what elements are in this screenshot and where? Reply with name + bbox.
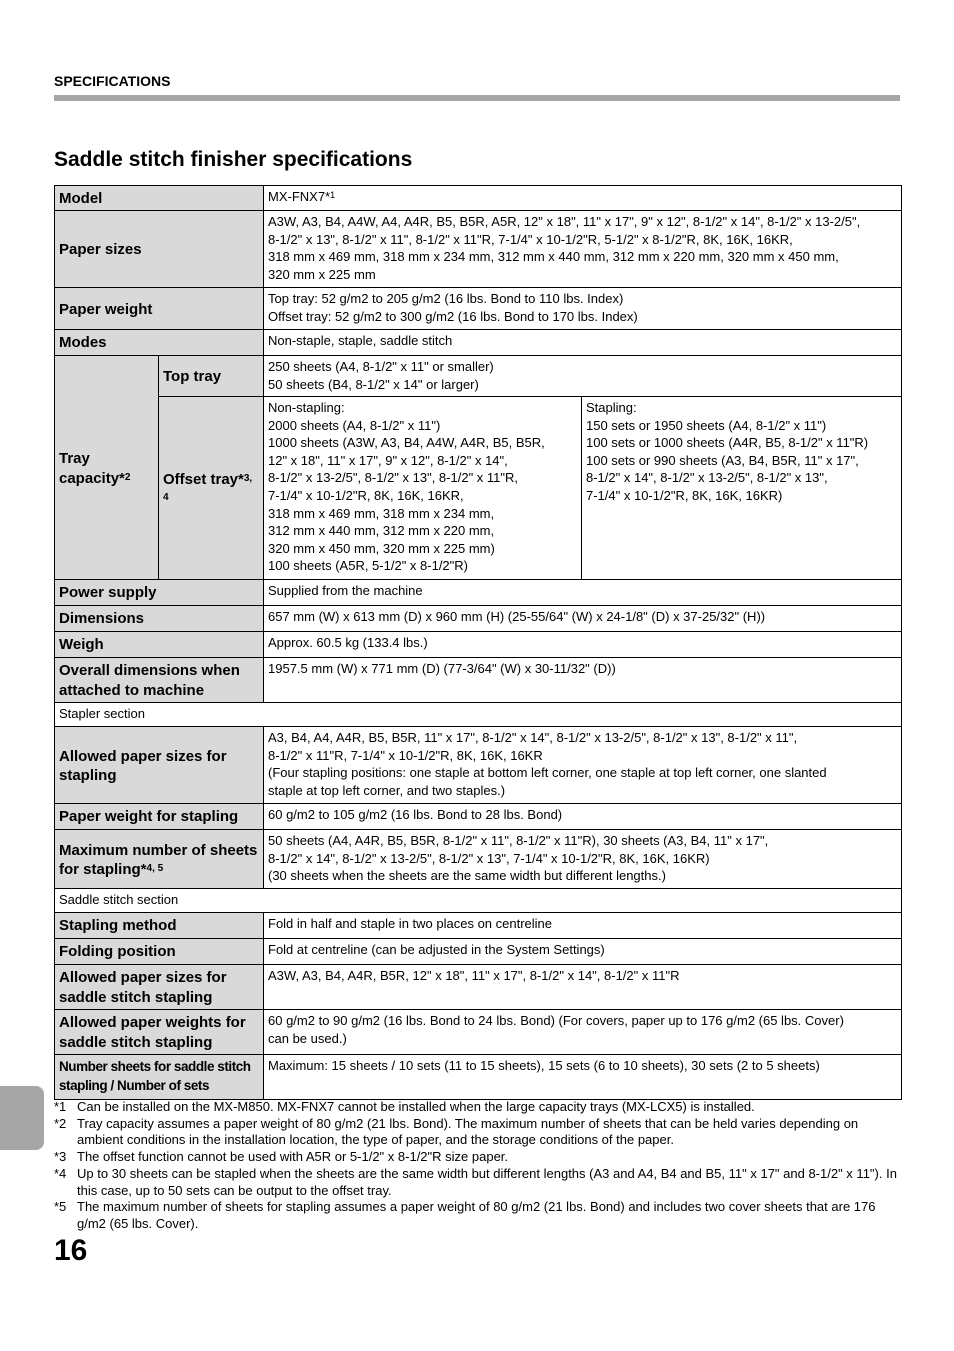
row-value: 657 mm (W) x 613 mm (D) x 960 mm (H) (25-55/64" (W) x 24-1/8" (D) x 37-25/32" (H)) [264, 606, 902, 632]
table-row [55, 330, 902, 356]
row-value: A3W, A3, B4, A4W, A4, A4R, B5, B5R, A5R, 12" x 18", 11" x 17", 9" x 12", 8-1/2" x 14", 8-1/2" x 13-2/5", 8-1/2" x 13", 8-1/2" x 11", 8-1/2" x 11"R, 7-1/4" x 10-1/2"R, 5-1/2" x 8-1/2"R, 8K, 16K, 16KR, 318 mm x 469 mm, 318 mm x 234 mm, 312 mm x 440 mm, 312 mm x 220 mm, 320 mm x 450 mm, 320 mm x 225 mm [264, 211, 902, 288]
table-row [55, 727, 902, 804]
row-label: Tray capacity*$^2$ [55, 356, 159, 580]
chapter-tab [0, 1086, 44, 1150]
row-value: 250 sheets (A4, 8-1/2" x 11" or smaller) 50 sheets (B4, 8-1/2" x 14" or larger) [264, 356, 902, 397]
table-row [55, 913, 902, 939]
table-row [55, 580, 902, 606]
row-label: Allowed paper sizes for stapling [55, 727, 264, 804]
row-label: Allowed paper sizes for saddle stitch stapling [55, 965, 264, 1010]
footnote: *5 The maximum number of sheets for stapling assumes a paper weight of 80 g/m2 (21 lbs. Bond) and includes two cover sheets that are 176 g/m2 (65 lbs. Cover). [54, 1199, 876, 1231]
table-row [55, 939, 902, 965]
table-row [55, 1055, 902, 1100]
running-header: SPECIFICATIONS [54, 73, 171, 89]
table-row [55, 356, 902, 397]
row-label: Paper sizes [55, 211, 264, 288]
row-value: 1957.5 mm (W) x 771 mm (D) (77-3/64" (W) x 30-11/32" (D)) [264, 658, 902, 703]
row-value: Fold in half and staple in two places on centreline [264, 913, 902, 939]
table-row [55, 186, 902, 211]
row-label: Stapling method [55, 913, 264, 939]
footnotes [54, 1099, 904, 1233]
page-title: Saddle stitch finisher specifications [54, 148, 413, 171]
table-row [55, 830, 902, 889]
footnote: *2 Tray capacity assumes a paper weight of 80 g/m2 (21 lbs. Bond). The maximum number of sheets that can be held varies depending on ambient conditions in the installation location, the type of paper, and the storage conditions of the paper. [54, 1115, 859, 1148]
spec-table [54, 185, 902, 1100]
page-number: 16 [54, 1234, 88, 1267]
footnote: *4 Up to 30 sheets can be stapled when the sheets are the same width but different lengths (A3 and A4, B4 and B5, 11" x 17" and 8-1/2" x 11"). In this case, up to 50 sets can be output to the offset tray. [54, 1165, 897, 1198]
row-value: 60 g/m2 to 105 g/m2 (16 lbs. Bond to 28 lbs. Bond) [264, 804, 902, 830]
table-row [55, 1010, 902, 1055]
table-row [55, 288, 902, 330]
sub-label: Top tray [159, 356, 264, 397]
row-label: Maximum number of sheets for stapling*$^{4, 5}$ [55, 830, 264, 889]
row-label: Allowed paper weights for saddle stitch stapling [55, 1010, 264, 1055]
sub-label: Offset tray*$^{3, 4}$ [159, 397, 264, 580]
row-value: A3, B4, A4, A4R, B5, B5R, 11" x 17", 8-1/2" x 14", 8-1/2" x 13-2/5", 8-1/2" x 13", 8-1/2" x 11", 8-1/2" x 11"R, 7-1/4" x 10-1/2"R, 8K, 16K, 16KR (Four stapling positions: one staple at bottom left corner, one staple at top left corner, one slanted staple at top left corner, and two staples.) [264, 727, 902, 804]
row-value: MX-FNX7*$^1$ [264, 186, 902, 211]
table-row [55, 397, 902, 580]
row-value: 50 sheets (A4, A4R, B5, B5R, 8-1/2" x 11", 8-1/2" x 11"R), 30 sheets (A3, B4, 11" x 17", 8-1/2" x 14", 8-1/2" x 13-2/5", 8-1/2" x 13", 7-1/4" x 10-1/2"R, 8K, 16K, 16KR) (30 sheets when the sheets are the same width but different lengths.) [264, 830, 902, 889]
table-row [55, 703, 902, 727]
row-value: Approx. 60.5 kg (133.4 lbs.) [264, 632, 902, 658]
table-row [55, 658, 902, 703]
row-value: Maximum: 15 sheets / 10 sets (11 to 15 sheets), 15 sets (6 to 10 sheets), 30 sets (2 to 5 sheets) [264, 1055, 902, 1100]
table-row [55, 889, 902, 913]
footnote: *1 Can be installed on the MX-M850. MX-FNX7 cannot be installed when the large capacity trays (MX-LCX5) is installed. [54, 1099, 755, 1114]
footnote: *3 The offset function cannot be used with A5R or 5-1/2" x 8-1/2"R size paper. [54, 1149, 509, 1165]
header-rule [54, 95, 900, 101]
table-row [55, 965, 902, 1010]
table-row [55, 804, 902, 830]
section-heading: Saddle stitch section [55, 889, 902, 913]
row-label: Power supply [55, 580, 264, 606]
row-value: Stapling: 150 sets or 1950 sheets (A4, 8-1/2" x 11") 100 sets or 1000 sheets (A4R, B5, 8-1/2" x 11"R) 100 sets or 990 sheets (A3, B4, B5R, 11" x 17", 8-1/2" x 14", 8-1/2" x 13-2/5", 8-1/2" x 13", 7-1/4" x 10-1/2"R, 8K, 16K, 16KR) [582, 397, 902, 580]
section-heading: Stapler section [55, 703, 902, 727]
row-value: 60 g/m2 to 90 g/m2 (16 lbs. Bond to 24 lbs. Bond) (For covers, paper up to 176 g/m2 (65 lbs. Cover) can be used.) [264, 1010, 902, 1055]
table-row [55, 211, 902, 288]
row-value: Top tray: 52 g/m2 to 205 g/m2 (16 lbs. Bond to 110 lbs. Index) Offset tray: 52 g/m2 to 300 g/m2 (16 lbs. Bond to 170 lbs. Index) [264, 288, 902, 330]
row-label: Overall dimensions when attached to machine [55, 658, 264, 703]
table-row [55, 606, 902, 632]
row-label: Dimensions [55, 606, 264, 632]
row-label: Model [55, 186, 264, 211]
table-row [55, 632, 902, 658]
row-value: A3W, A3, B4, A4R, B5R, 12" x 18", 11" x 17", 8-1/2" x 14", 8-1/2" x 11"R [264, 965, 902, 1010]
row-label: Weigh [55, 632, 264, 658]
row-value: Supplied from the machine [264, 580, 902, 606]
row-label: Paper weight [55, 288, 264, 330]
row-value: Fold at centreline (can be adjusted in the System Settings) [264, 939, 902, 965]
row-label: Folding position [55, 939, 264, 965]
row-label: Number sheets for saddle stitch stapling / Number of sets [55, 1055, 264, 1100]
row-label: Modes [55, 330, 264, 356]
row-label: Paper weight for stapling [55, 804, 264, 830]
row-value: Non-stapling: 2000 sheets (A4, 8-1/2" x 11") 1000 sheets (A3W, A3, B4, A4W, A4R, B5, B5R, 12" x 18", 11" x 17", 9" x 12", 8-1/2" x 14", 8-1/2" x 13-2/5", 8-1/2" x 13", 8-1/2" x 11"R, 7-1/4" x 10-1/2"R, 8K, 16K, 16KR, 318 mm x 469 mm, 318 mm x 234 mm, 312 mm x 440 mm, 312 mm x 220 mm, 320 mm x 450 mm, 320 mm x 225 mm) 100 sheets (A5R, 5-1/2" x 8-1/2"R) [264, 397, 582, 580]
row-value: Non-staple, staple, saddle stitch [264, 330, 902, 356]
